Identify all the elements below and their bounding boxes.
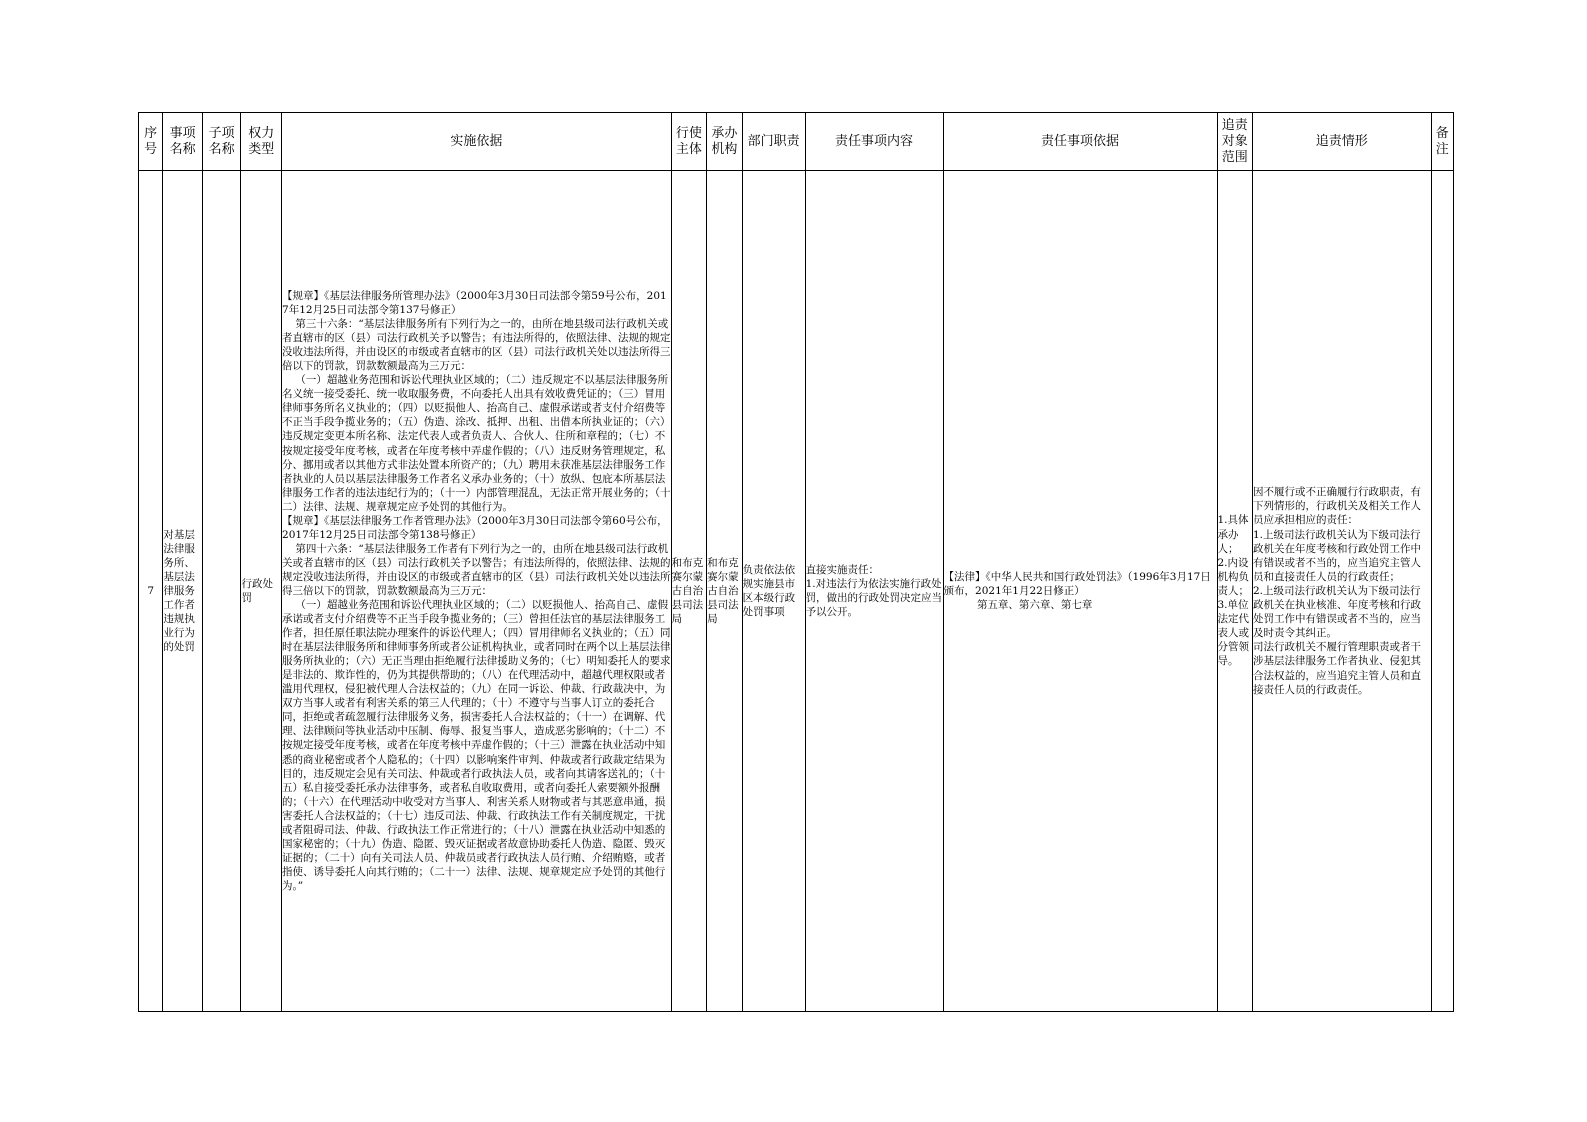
header-scope: 追责对象范围	[1217, 113, 1253, 171]
cell-basis: 【规章】《基层法律服务所管理办法》（2000年3月30日司法部令第59号公布，2017年12月25日司法部令第137号修正） 第三十六条：“基层法律服务所有下列行为之一的，由所在地县级司法行政机关或者直辖市的区（县）司法行政机关予以警告；有违法所得的，依照法律、法规的规定没收违法所得，并由设区的市级或者直辖市的区（县）司法行政机关处以违法所得三倍以下的罚款，罚款数额最高为三万元： （一）超越业务范围和诉讼代理执业区域的；（二）违反规定不以基层法律服务所名义统一接受委托、统一收取服务费，不向委托人出具有效收费凭证的；（三）冒用律师事务所名义执业的；（四）以贬损他人、抬高自己、虚假承诺或者支付介绍费等不正当手段争揽业务的；（五）伪造、涂改、抵押、出租、出借本所执业证的；（六）违反规定变更本所名称、法定代表人或者负责人、合伙人、住所和章程的；（七）不按规定接受年度考核，或者在年度考核中弄虚作假的；（八）违反财务管理规定，私分、挪用或者以其他方式非法处置本所资产的；（九）聘用未获准基层法律服务工作者执业的人员以基层法律服务工作者名义承办业务的；（十）放纵、包庇本所基层法律服务工作者的违法违纪行为的；（十一）内部管理混乱，无法正常开展业务的；（十二）法律、法规、规章规定应予处罚的其他行为。 【规章】《基层法律服务工作者管理办法》（2000年3月30日司法部令第60号公布，2017年12月25日司法部令第138号修正） 第四十六条：“基层法律服务工作者有下列行为之一的，由所在地县级司法行政机关或者直辖市的区（县）司法行政机关予以警告；有违法所得的，依照法律、法规的规定没收违法所得，并由设区的市级或者直辖市的区（县）司法行政机关处以违法所得三倍以下的罚款，罚款数额最高为三万元： （一）超越业务范围和诉讼代理执业区域的；（二）以贬损他人、抬高自己、虚假承诺或者支付介绍费等不正当手段争揽业务的；（三）曾担任法官的基层法律服务工作者，担任原任职法院办理案件的诉讼代理人；（四）冒用律师名义执业的；（五）同时在基层法律服务所和律师事务所或者公证机构执业，或者同时在两个以上基层法律服务所执业的；（六）无正当理由拒绝履行法律援助义务的；（七）明知委托人的要求是非法的、欺诈性的，仍为其提供帮助的；（八）在代理活动中，超越代理权限或者滥用代理权，侵犯被代理人合法权益的；（九）在同一诉讼、仲裁、行政裁决中，为双方当事人或者有利害关系的第三人代理的；（十）不遵守与当事人订立的委托合同，拒绝或者疏忽履行法律服务义务，损害委托人合法权益的；（十一）在调解、代理、法律顾问等执业活动中压制、侮辱、报复当事人，造成恶劣影响的；（十二）不按规定接受年度考核，或者在年度考核中弄虚作假的；（十三）泄露在执业活动中知悉的商业秘密或者个人隐私的；（十四）以影响案件审判、仲裁或者行政裁定结果为目的，违反规定会见有关司法、仲裁或者行政执法人员，或者向其请客送礼的；（十五）私自接受委托承办法律事务，或者私自收取费用，或者向委托人索要额外报酬的；（十六）在代理活动中收受对方当事人、利害关系人财物或者与其恶意串通，损害委托人合法权益的；（十七）违反司法、仲裁、行政执法工作有关制度规定，干扰或者阻碍司法、仲裁、行政执法工作正常进行的；（十八）泄露在执业活动中知悉的国家秘密的；（十九）伪造、隐匿、毁灭证据或者故意协助委托人伪造、隐匿、毁灭证据的；（二十）向有关司法人员、仲裁员或者行政执法人员行贿、介绍贿赂，或者指使、诱导委托人向其行贿的；（二十一）法律、法规、规章规定应予处罚的其他行为。”	[282, 171, 672, 1012]
header-situation: 追责情形	[1253, 113, 1432, 171]
header-undertaker: 承办机构	[707, 113, 743, 171]
cell-resp-basis: 【法律】《中华人民共和国行政处罚法》（1996年3月17日颁布，2021年1月22日修正） 第五章、第六章、第七章	[943, 171, 1217, 1012]
header-row	[139, 113, 1454, 171]
header-seq: 序号	[139, 113, 163, 171]
header-subject: 行使主体	[671, 113, 707, 171]
cell-dept-duty: 负责依法依规实施县市区本级行政处罚事项	[742, 171, 805, 1012]
cell-undertaker: 和布克赛尔蒙古自治县司法局	[707, 171, 743, 1012]
header-basis: 实施依据	[282, 113, 672, 171]
header-dept-duty: 部门职责	[742, 113, 805, 171]
cell-subject: 和布克赛尔蒙古自治县司法局	[671, 171, 707, 1012]
header-resp-content: 责任事项内容	[805, 113, 943, 171]
cell-situation: 因不履行或不正确履行行政职责，有下列情形的，行政机关及相关工作人员应承担相应的责任： 1.上级司法行政机关认为下级司法行政机关在年度考核和行政处罚工作中有错误或者不当的，应当追究主管人员和直接责任人员的行政责任； 2.上级司法行政机关认为下级司法行政机关在执业核准、年度考核和行政处罚工作中有错误或者不当的，应当及时责令其纠正。 司法行政机关不履行管理职责或者干涉基层法律服务工作者执业、侵犯其合法权益的，应当追究主管人员和直接责任人员的行政责任。	[1253, 171, 1432, 1012]
cell-item-name: 对基层法律服务所、基层法律服务工作者违规执业行为的处罚	[163, 171, 203, 1012]
cell-resp-content: 直接实施责任： 1.对违法行为依法实施行政处罚，做出的行政处罚决定应当予以公开。	[805, 171, 943, 1012]
header-resp-basis: 责任事项依据	[943, 113, 1217, 171]
cell-sub-item	[202, 171, 241, 1012]
header-sub-item: 子项名称	[202, 113, 241, 171]
cell-power-type: 行政处罚	[241, 171, 282, 1012]
responsibility-table	[138, 112, 1454, 1012]
header-power-type: 权力类型	[241, 113, 282, 171]
header-item-name: 事项名称	[163, 113, 203, 171]
table-row	[139, 171, 1454, 1012]
cell-seq: 7	[139, 171, 163, 1012]
header-remark: 备注	[1431, 113, 1453, 171]
cell-remark	[1431, 171, 1453, 1012]
cell-scope: 1.具体承办人； 2.内设机构负责人； 3.单位法定代表人或分管领导。	[1217, 171, 1253, 1012]
